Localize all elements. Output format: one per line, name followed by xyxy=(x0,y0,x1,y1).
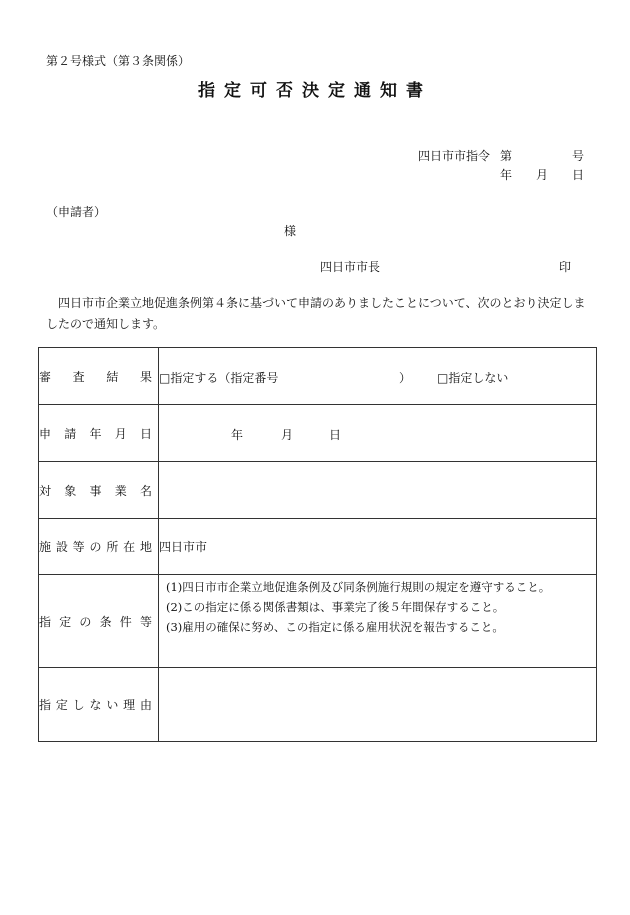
condition-item: (1)四日市市企業立地促進条例及び同条例施行規則の規定を遵守すること。 xyxy=(166,580,551,594)
label-chars xyxy=(39,482,158,499)
label-char: 件 xyxy=(119,614,132,629)
label-char: 理 xyxy=(123,698,136,712)
label-char: し xyxy=(72,698,85,712)
label-chars xyxy=(39,613,158,630)
label-chars xyxy=(39,368,158,385)
label-char: 結 xyxy=(106,369,119,384)
label-char: 定 xyxy=(59,614,72,629)
intro-paragraph: 四日市市企業立地促進条例第４条に基づいて申請のありましたことについて、次のとおり決定しましたので通知します。 xyxy=(46,296,586,331)
label-char: 申 xyxy=(39,426,52,441)
table-row xyxy=(39,575,597,668)
project-name-value[interactable] xyxy=(159,462,597,519)
row-label xyxy=(39,519,159,575)
date-day: 日 xyxy=(572,168,585,182)
label-char: 等 xyxy=(72,540,85,554)
table-row xyxy=(39,405,597,462)
row-label xyxy=(39,405,159,462)
app-date-year: 年 xyxy=(231,428,244,442)
not-designate-checkbox-option[interactable]: □指定しない xyxy=(437,371,509,385)
label-chars xyxy=(39,538,158,555)
conditions-value xyxy=(159,575,597,668)
document-title: 指定可否決定通知書 xyxy=(198,81,432,101)
designation-close-paren: ） xyxy=(399,371,412,385)
label-char: 月 xyxy=(114,426,127,441)
label-char: い xyxy=(106,698,119,712)
number-dai: 第 xyxy=(500,149,513,163)
form-number: 第２号様式（第３条関係） xyxy=(46,54,191,68)
label-char: の xyxy=(79,614,92,629)
label-chars xyxy=(39,696,158,713)
table-row xyxy=(39,348,597,405)
label-char: の xyxy=(89,540,102,554)
decision-table xyxy=(38,347,597,742)
app-date-month: 月 xyxy=(281,428,294,442)
label-char: 象 xyxy=(64,483,77,498)
label-char: 指 xyxy=(39,698,52,712)
mayor-name: 四日市市長 xyxy=(320,260,381,274)
label-char: 事 xyxy=(89,483,102,498)
seal-mark: 印 xyxy=(559,260,572,274)
refusal-reason-value[interactable] xyxy=(159,668,597,742)
label-char: 査 xyxy=(72,369,85,384)
label-char: 業 xyxy=(114,483,127,498)
label-char: 請 xyxy=(64,426,77,441)
app-date-day: 日 xyxy=(329,428,342,442)
date-year: 年 xyxy=(500,168,513,182)
label-char: 審 xyxy=(39,369,52,384)
label-char: 設 xyxy=(55,540,68,554)
label-char: 由 xyxy=(139,698,152,712)
date-month: 月 xyxy=(536,168,549,182)
label-char: 名 xyxy=(139,483,152,498)
row-label xyxy=(39,668,159,742)
label-char: 対 xyxy=(39,483,52,498)
designate-checkbox-option[interactable]: □指定する（指定番号 xyxy=(159,371,279,385)
table-row xyxy=(39,462,597,519)
label-char: 日 xyxy=(139,426,152,441)
honorific-sama: 様 xyxy=(284,224,297,238)
application-date-value[interactable] xyxy=(159,405,597,462)
label-char: 果 xyxy=(139,369,152,384)
label-char: 等 xyxy=(139,614,152,629)
label-char: 指 xyxy=(39,614,52,629)
label-char: 条 xyxy=(99,614,112,629)
table-row xyxy=(39,668,597,742)
label-char: 年 xyxy=(89,426,102,441)
row-label xyxy=(39,575,159,668)
applicant-label: （申請者） xyxy=(46,205,107,219)
row-label xyxy=(39,462,159,519)
label-char: な xyxy=(89,698,102,712)
number-go: 号 xyxy=(572,149,585,163)
label-char: 施 xyxy=(39,540,52,554)
issuer-label: 四日市市指令 xyxy=(418,149,491,163)
label-char: 所 xyxy=(106,540,119,554)
label-char: 地 xyxy=(139,540,152,554)
row-label xyxy=(39,348,159,405)
condition-item: (3)雇用の確保に努め、この指定に係る雇用状況を報告すること。 xyxy=(166,620,504,634)
label-chars xyxy=(39,425,158,442)
review-result-value xyxy=(159,348,597,405)
table-row xyxy=(39,519,597,575)
facility-location-value[interactable]: 四日市市 xyxy=(159,519,597,575)
condition-item: (2)この指定に係る関係書類は、事業完了後５年間保存すること。 xyxy=(166,600,505,614)
label-char: 在 xyxy=(123,540,136,554)
label-char: 定 xyxy=(55,698,68,712)
